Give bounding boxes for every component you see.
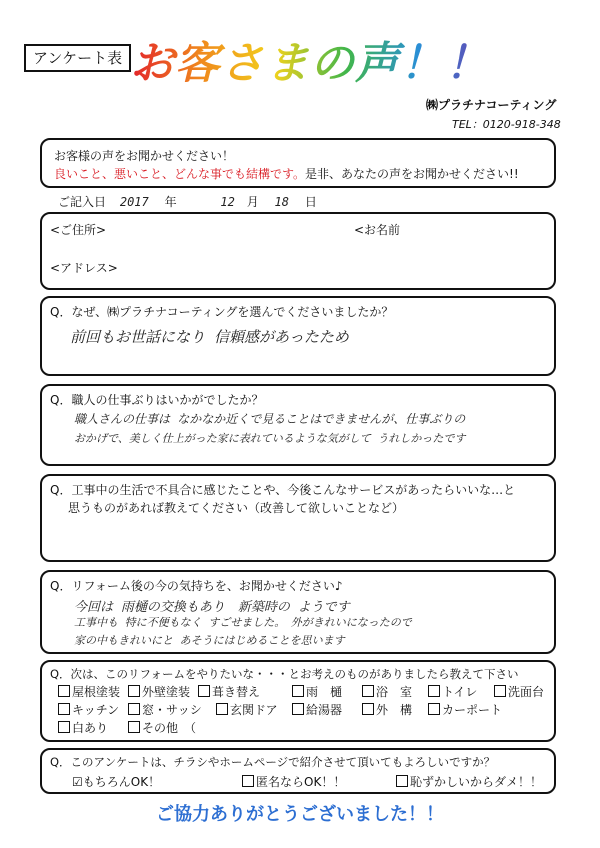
option-termite[interactable]: 白あり: [58, 720, 108, 736]
option-window[interactable]: 窓・サッシ: [128, 702, 202, 718]
checkbox-icon[interactable]: [292, 685, 304, 697]
option-decline[interactable]: 恥ずかしいからダメ！！: [396, 774, 542, 790]
date-year: 2017: [119, 195, 149, 209]
checkbox-icon[interactable]: [58, 703, 70, 715]
checkbox-icon[interactable]: [242, 775, 254, 787]
q2-question: Q．職人の仕事ぶりはいかがでしたか？: [50, 393, 264, 407]
intro-highlight: 良いこと、悪いこと、どんな事でも結構です。: [54, 167, 306, 181]
checkbox-icon[interactable]: [362, 703, 374, 715]
day-label: 日: [304, 195, 317, 209]
q3-question-line-1: Q．工事中の生活で不具合に感じたことや、今後こんなサービスがあったらいいな…と: [50, 483, 516, 497]
option-water-heater[interactable]: 給湯器: [292, 702, 342, 718]
option-wall-paint[interactable]: 外壁塗装: [128, 684, 190, 700]
checkbox-icon[interactable]: [198, 685, 210, 697]
page-title: お客さまの声！！: [130, 36, 490, 92]
checkbox-icon[interactable]: [428, 685, 440, 697]
q1-answer: 前回もお世話になり 信頼感があったため: [70, 328, 349, 346]
option-bathroom[interactable]: 浴 室: [362, 684, 412, 700]
checkbox-icon[interactable]: [128, 721, 140, 733]
address-label: <ご住所>: [50, 223, 107, 237]
q1-question: Q．なぜ、㈱プラチナコーティングを選んでくださいましたか？: [50, 305, 394, 319]
q6-box: [40, 748, 556, 794]
company-name: ㈱プラチナコーティング: [426, 98, 557, 112]
option-ok[interactable]: ☑もちろんOK！: [72, 775, 161, 789]
q3-box: [40, 474, 556, 562]
q4-question: Q．リフォーム後の今の気持ちを、お聞かせください♪: [50, 579, 343, 593]
checkbox-icon[interactable]: [128, 703, 140, 715]
intro-box: [40, 138, 556, 188]
option-washbasin[interactable]: 洗面台: [494, 684, 544, 700]
intro-rest: 是非、あなたの声をお聞かせください!!: [305, 167, 519, 181]
q4-box: [40, 570, 556, 654]
intro-line-2: [54, 166, 519, 182]
checkbox-icon[interactable]: [428, 703, 440, 715]
address-box: [40, 212, 556, 290]
checkbox-icon[interactable]: [128, 685, 140, 697]
survey-tag: アンケート表: [24, 44, 131, 72]
date-label: ご記入日: [58, 195, 107, 209]
q3-question-line-2: 思うものがあれば教えてください（改善して欲しいことなど）: [68, 501, 405, 515]
q5-question: Q．次は、このリフォームをやりたいな・・・とお考えのものがありましたら教えて下さい: [50, 667, 519, 681]
option-anonymous[interactable]: 匿名ならOK！！: [242, 774, 345, 790]
intro-line-1: お客様の声をお聞かせください！: [54, 149, 235, 163]
option-carport[interactable]: カーポート: [428, 702, 502, 718]
option-reroof[interactable]: 葺き替え: [198, 684, 260, 700]
q2-box: [40, 384, 556, 466]
checkbox-icon[interactable]: [58, 721, 70, 733]
month-label: 月: [246, 195, 259, 209]
date-row: [58, 194, 317, 210]
checkbox-icon[interactable]: [494, 685, 506, 697]
date-month: 12: [220, 195, 235, 209]
option-entrance-door[interactable]: 玄関ドア: [216, 702, 278, 718]
email-label: <アドレス>: [50, 261, 118, 275]
footer-thanks: ご協力ありがとうございました！！: [156, 804, 444, 825]
checkbox-icon[interactable]: [396, 775, 408, 787]
option-other[interactable]: その他 （: [128, 720, 196, 736]
phone-number: TEL：0120-918-348: [452, 118, 561, 131]
q2-answer-line-2: おかげで、美しく仕上がった家に表れているような気がして うれしかったです: [74, 432, 466, 445]
option-roof-paint[interactable]: 屋根塗装: [58, 684, 120, 700]
option-kitchen[interactable]: キッチン: [58, 702, 119, 718]
date-day: 18: [274, 195, 289, 209]
q6-question: Q．このアンケートは、チラシやホームページで紹介させて頂いてもよろしいですか？: [50, 755, 496, 769]
checkbox-icon[interactable]: [216, 703, 228, 715]
q5-box: [40, 660, 556, 742]
option-toilet[interactable]: トイレ: [428, 684, 477, 700]
q4-answer-line-1: 今回は 雨樋の交換もあり 新築時の ようです: [74, 600, 350, 615]
checkbox-icon[interactable]: [292, 703, 304, 715]
q2-answer-line-1: 職人さんの仕事は なかなか近くで見ることはできませんが、仕事ぶりの: [74, 412, 466, 426]
checkbox-icon[interactable]: [362, 685, 374, 697]
q4-answer-line-2: 工事中も 特に不便もなく すごせました。 外がきれいになったので: [74, 616, 412, 629]
option-gutter[interactable]: 雨 樋: [292, 684, 342, 700]
q1-box: [40, 296, 556, 376]
year-label: 年: [164, 195, 177, 209]
option-exterior[interactable]: 外 構: [362, 702, 412, 718]
checkbox-icon[interactable]: [58, 685, 70, 697]
q4-answer-line-3: 家の中もきれいにと あそうにはじめることを思います: [74, 634, 345, 647]
name-label: <お名前: [354, 223, 401, 237]
